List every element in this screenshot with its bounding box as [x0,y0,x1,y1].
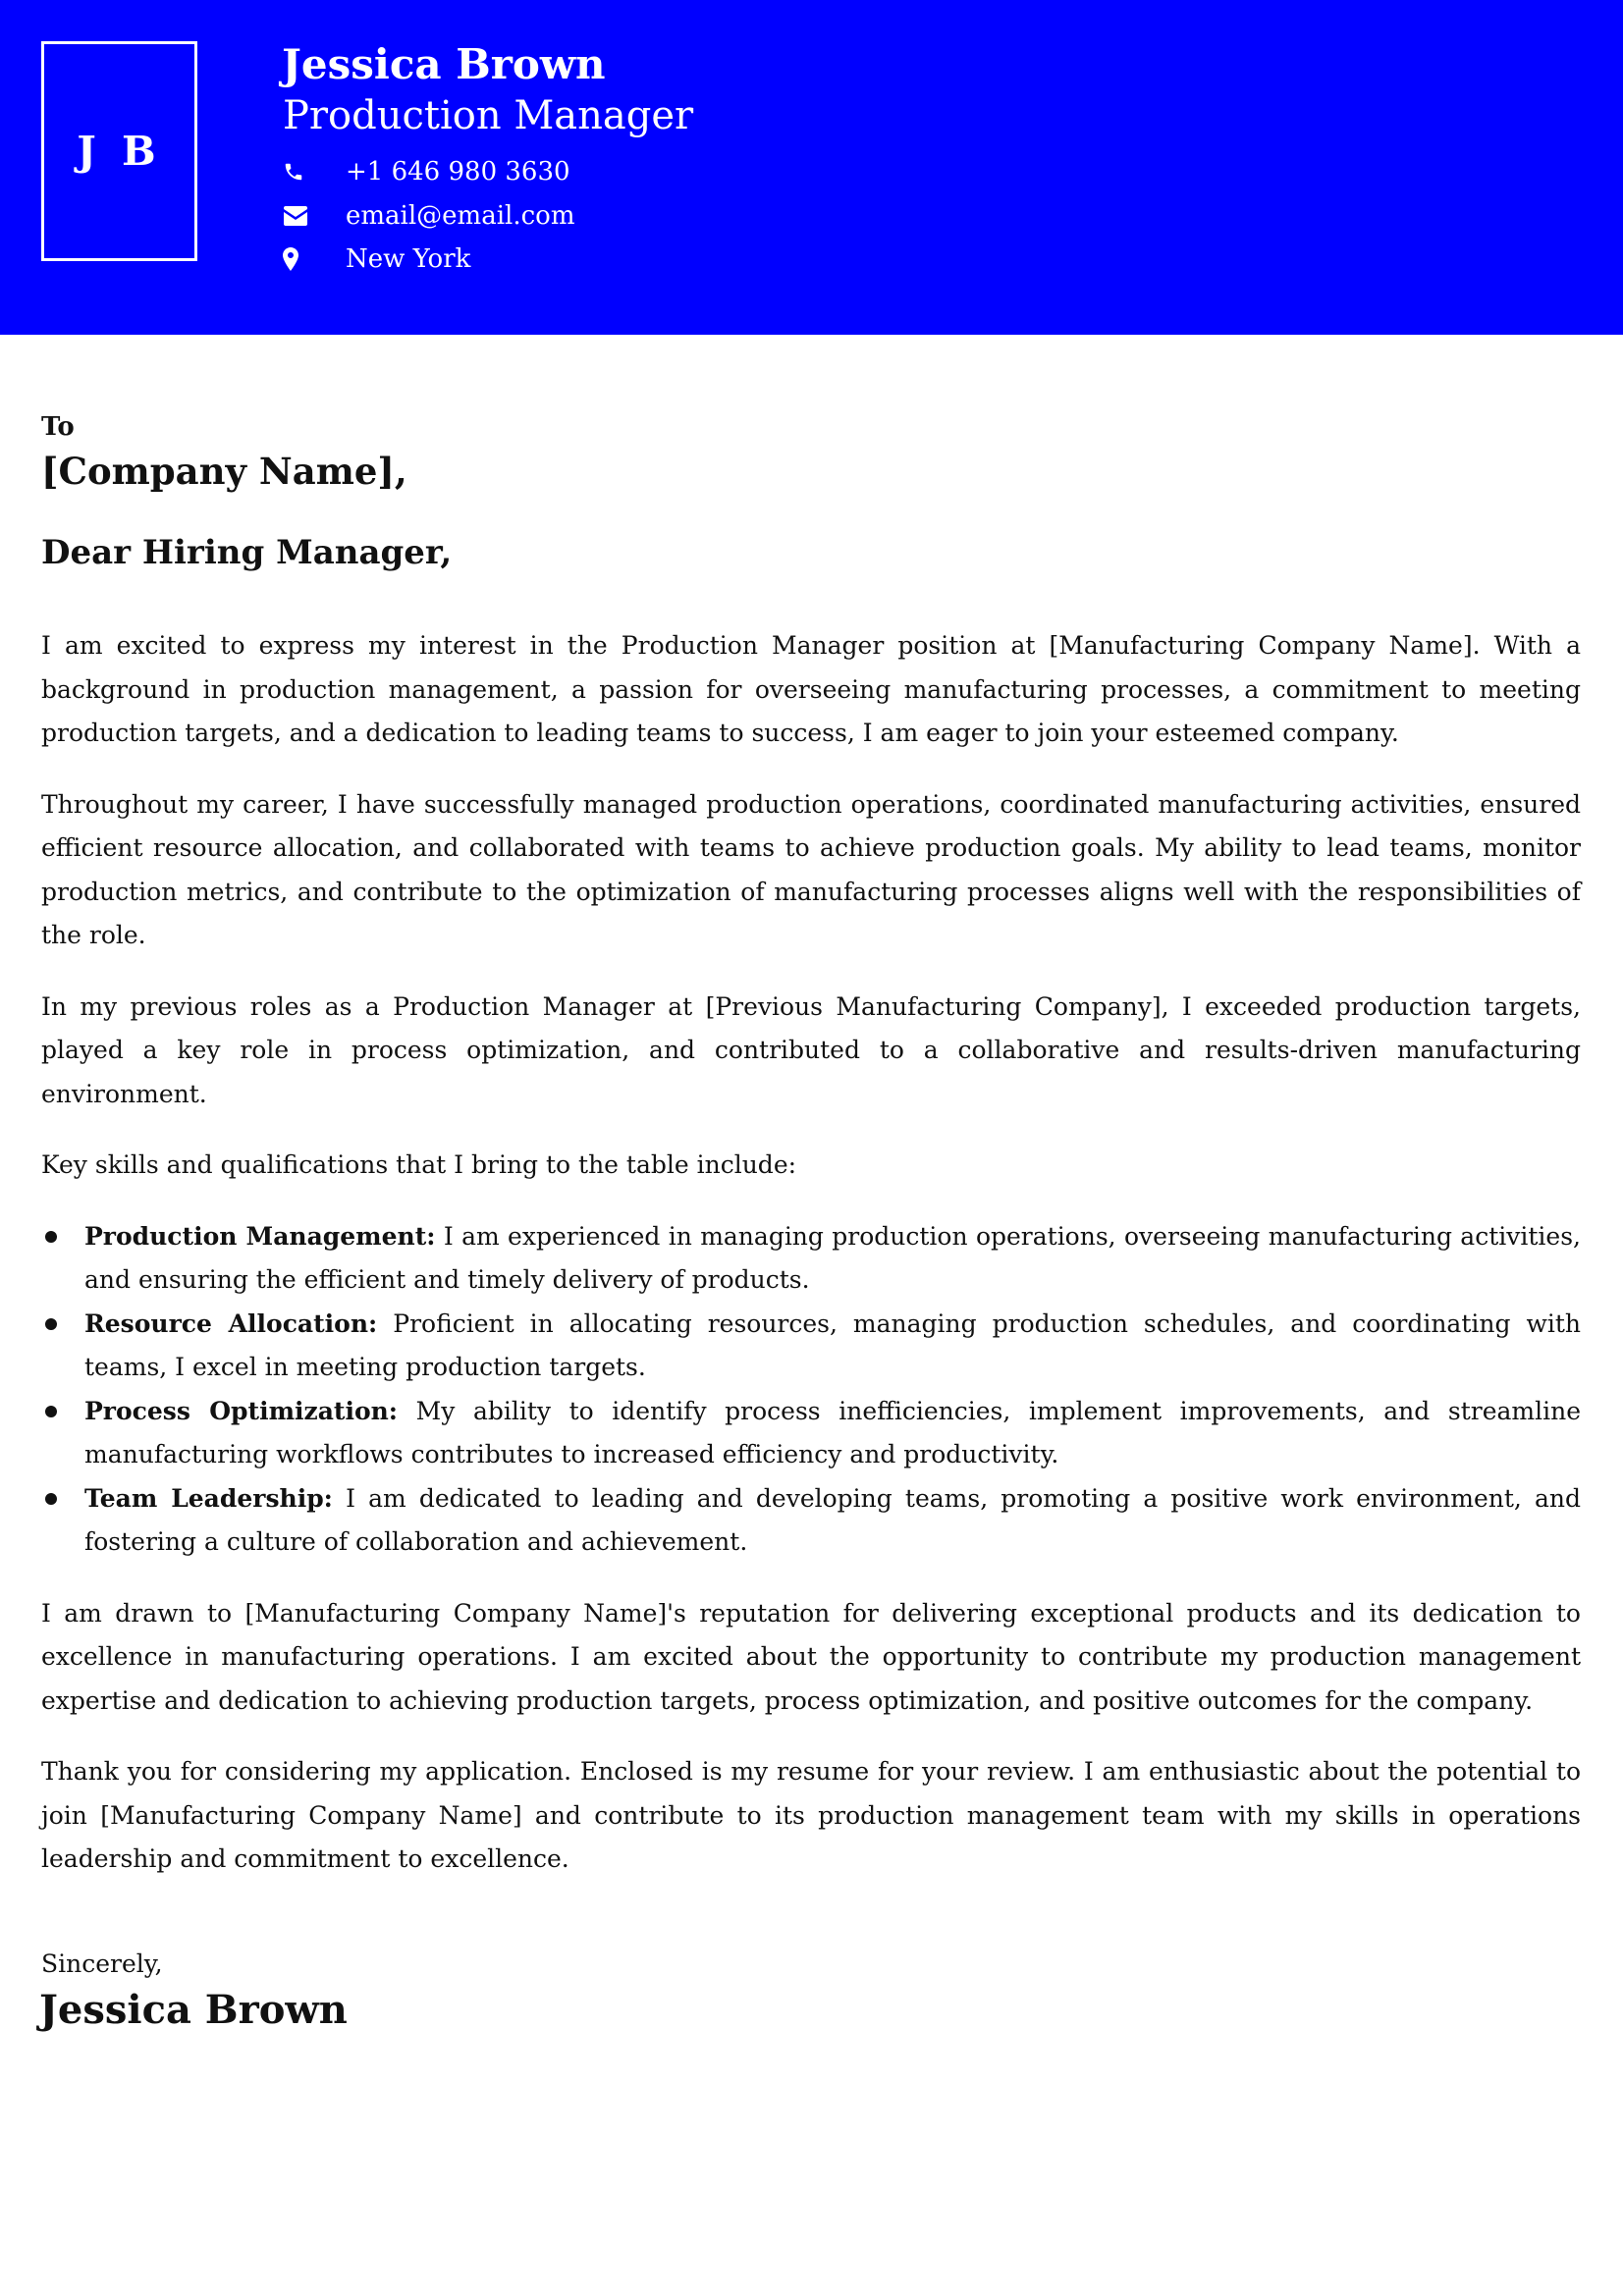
phone-icon [283,152,346,191]
recipient-company: [Company Name], [41,450,407,493]
skill-title: Process Optimization: [84,1396,399,1425]
contact-email [283,196,574,236]
previous-roles-paragraph: In my previous roles as a Production Manager at [Previous Manufacturing Company], I exceeded production targets, played a key role in process optimization, and contributed to a collaborative and results-driven manufacturing environment. [41,991,1581,1108]
list-item [41,1390,1581,1477]
envelope-icon [283,196,346,236]
skill-text: Proficient in allocating resources, managing production schedules, and coordinating with teams, I excel in meeting production targets. [84,1308,1581,1381]
contact-location [283,240,470,279]
intro-paragraph: I am excited to express my interest in the Production Manager position at [Manufacturing Company Name]. With a background in production management, a passion for overseeing manufacturing processes, a commitment to meeting production targets, and a dedication to leading teams to success, I am eager to join your esteemed company. [41,631,1581,747]
skills-list [41,1215,1581,1565]
email-address: email@email.com [346,201,575,231]
header-banner [0,0,1623,335]
monogram-box [41,41,197,261]
career-paragraph: Throughout my career, I have successfully managed production operations, coordinated manufacturing activities, ensured efficient resource allocation, and collaborated with teams to achieve production goals. My ability to lead teams, monitor production metrics, and contribute to the optimization of manufacturing processes aligns well with the responsibilities of the role. [41,789,1581,949]
letter-body [41,404,1581,2035]
list-item [41,1303,1581,1390]
monogram-initials: J B [77,128,162,175]
list-item [41,1477,1581,1565]
skill-text: I am dedicated to leading and developing teams, promoting a positive work environment, and fostering a culture of collaboration and achievement. [84,1483,1581,1556]
skill-title: Production Management: [84,1221,436,1251]
contact-phone [283,152,570,191]
bullet-icon [45,1493,57,1505]
signature-name: Jessica Brown [39,1986,348,2033]
to-label: To [41,412,75,442]
thank-you-paragraph: Thank you for considering my application. Enclosed is my resume for your review. I am enthusiastic about the potential to join [Manufacturing Company Name] and contribute to its production management team with my skills in operations leadership and commitment to excellence. [41,1757,1581,1873]
skill-text: My ability to identify process inefficiencies, implement improvements, and streamline manufacturing workflows contributes to increased efficiency and productivity. [84,1396,1581,1468]
phone-number: +1 646 980 3630 [346,157,570,187]
skills-intro: Key skills and qualifications that I bring to the table include: [41,1150,797,1179]
bullet-icon [45,1231,57,1243]
skill-text: I am experienced in managing production operations, overseeing manufacturing activities, and ensuring the efficient and timely delivery of products. [84,1221,1581,1294]
list-item [41,1215,1581,1303]
salutation: Dear Hiring Manager, [41,533,453,572]
bullet-icon [45,1406,57,1417]
header-name: Jessica Brown [282,40,606,88]
motivation-paragraph: I am drawn to [Manufacturing Company Name]'s reputation for delivering exceptional products and its dedication to excellence in manufacturing operations. I am excited about the opportunity to contribute my production management expertise and dedication to achieving production targets, process optimization, and positive outcomes for the company. [41,1598,1581,1715]
map-pin-icon [283,240,346,279]
header-job-title: Production Manager [283,93,694,138]
skill-title: Resource Allocation: [84,1308,378,1338]
location-text: New York [346,244,471,274]
closing-line: Sincerely, [41,1949,163,1978]
skill-title: Team Leadership: [84,1483,333,1513]
bullet-icon [45,1318,57,1330]
